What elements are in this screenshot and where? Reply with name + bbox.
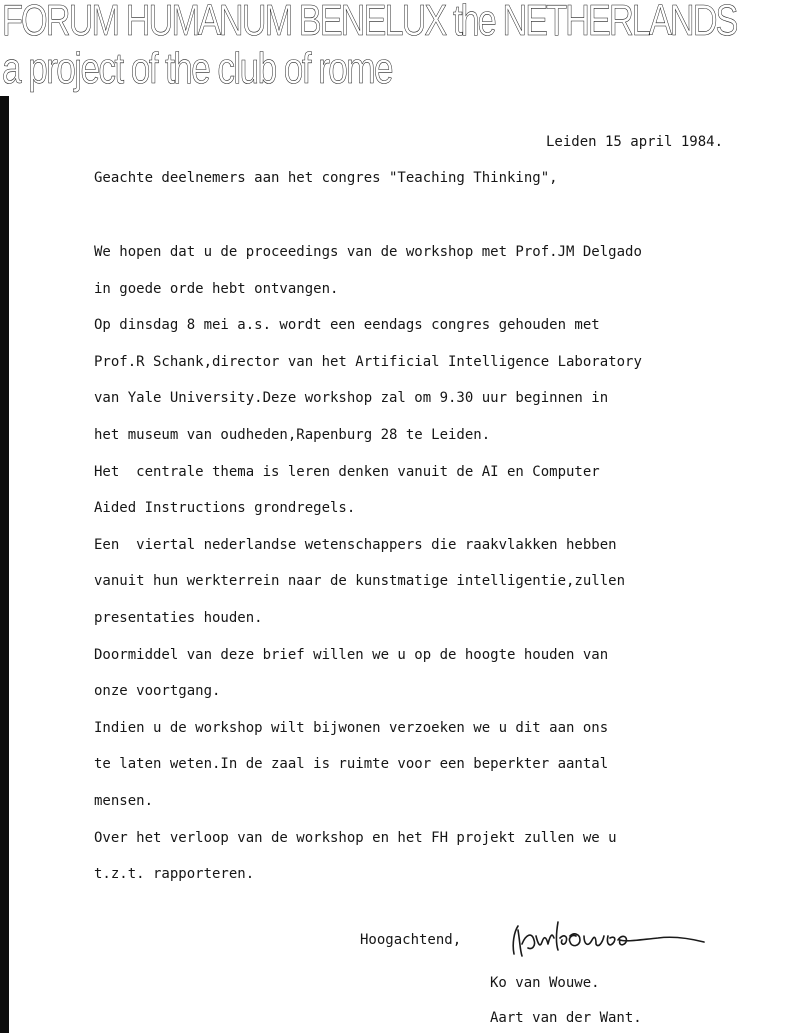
body-line: presentaties houden. bbox=[94, 609, 263, 626]
left-margin-bar bbox=[0, 96, 9, 1033]
signer-name: Aart van der Want. bbox=[490, 1010, 642, 1026]
body-line: Het centrale thema is leren denken vanuit de AI en Computer bbox=[94, 463, 600, 480]
body-line: het museum van oudheden,Rapenburg 28 te Leiden. bbox=[94, 426, 491, 443]
body-line: Een viertal nederlandse wetenschappers die raakvlakken hebben bbox=[94, 536, 617, 553]
signer-name: Ko van Wouwe. bbox=[490, 975, 600, 991]
body-line: Over het verloop van de workshop en het FH projekt zullen we u bbox=[94, 829, 617, 846]
body-line: onze voortgang. bbox=[94, 683, 221, 700]
letterhead-tagline: a project of the club of rome bbox=[2, 44, 392, 93]
body-line: t.z.t. rapporteren. bbox=[94, 866, 255, 883]
handwritten-signature bbox=[508, 914, 708, 960]
body-line: Doormiddel van deze brief willen we u op de hoogte houden van bbox=[94, 646, 609, 663]
body-line: mensen. bbox=[94, 792, 154, 809]
letter-body bbox=[94, 242, 642, 901]
body-line: in goede orde hebt ontvangen. bbox=[94, 280, 339, 297]
letter-date: Leiden 15 april 1984. bbox=[546, 134, 724, 150]
body-line: te laten weten.In de zaal is ruimte voor een beperkter aantal bbox=[94, 756, 609, 773]
letterhead-organization: FORUM HUMANUM BENELUX the NETHERLANDS bbox=[2, 0, 737, 45]
body-line: van Yale University.Deze workshop zal om 9.30 uur beginnen in bbox=[94, 390, 609, 407]
letter-salutation: Geachte deelnemers aan het congres "Teaching Thinking", bbox=[94, 170, 558, 186]
body-line: We hopen dat u de proceedings van de workshop met Prof.JM Delgado bbox=[94, 244, 642, 260]
body-line: Indien u de workshop wilt bijwonen verzoeken we u dit aan ons bbox=[94, 719, 609, 736]
body-line: Aided Instructions grondregels. bbox=[94, 500, 356, 517]
body-line: Op dinsdag 8 mei a.s. wordt een eendags congres gehouden met bbox=[94, 317, 600, 334]
body-line: Prof.R Schank,director van het Artificial Intelligence Laboratory bbox=[94, 353, 642, 370]
body-line: vanuit hun werkterrein naar de kunstmatige intelligentie,zullen bbox=[94, 573, 626, 590]
letter-closing: Hoogachtend, bbox=[360, 932, 462, 948]
